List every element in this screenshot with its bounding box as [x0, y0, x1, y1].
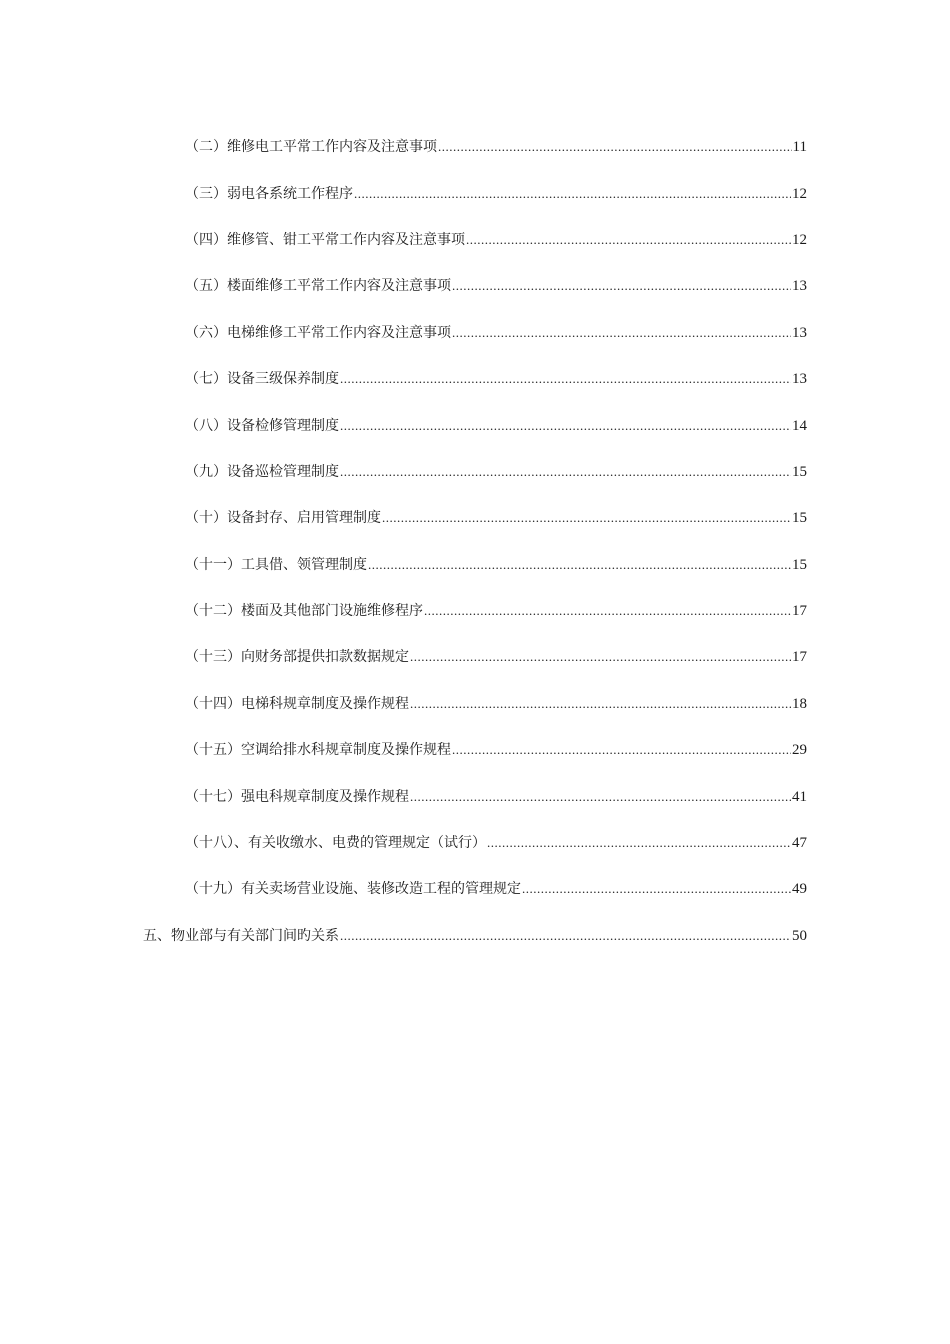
toc-entry-title: 五、物业部与有关部门间旳关系	[143, 927, 339, 944]
toc-entry[interactable]	[185, 773, 807, 819]
toc-entry-title: （四）维修管、钳工平常工作内容及注意事项	[185, 231, 465, 248]
toc-dot-leader	[382, 508, 791, 528]
toc-entry[interactable]	[185, 820, 807, 866]
toc-page-number: 41	[792, 788, 807, 805]
toc-dot-leader	[522, 879, 791, 899]
toc-entry[interactable]	[185, 727, 807, 773]
toc-entry-title: （十五）空调给排水科规章制度及操作规程	[185, 742, 451, 759]
toc-entry[interactable]	[185, 170, 807, 216]
toc-dot-leader	[340, 369, 791, 389]
toc-page-number: 18	[792, 695, 807, 712]
toc-page-number: 29	[792, 742, 807, 759]
toc-dot-leader	[410, 694, 791, 714]
toc-page-number: 12	[792, 231, 807, 248]
toc-page-number: 14	[792, 417, 807, 434]
toc-page-number: 17	[792, 649, 807, 666]
toc-dot-leader	[452, 740, 791, 760]
toc-entry-title: （十）设备封存、启用管理制度	[185, 510, 381, 527]
toc-dot-leader	[466, 230, 791, 250]
toc-dot-leader	[340, 926, 791, 946]
toc-entry-title: （十七）强电科规章制度及操作规程	[185, 788, 409, 805]
toc-entry-title: （十八）、有关收缴水、电费的管理规定（试行）	[185, 835, 486, 852]
toc-entry-title: （十四）电梯科规章制度及操作规程	[185, 695, 409, 712]
toc-entry-title: （十二）楼面及其他部门设施维修程序	[185, 603, 423, 620]
toc-dot-leader	[410, 647, 791, 667]
toc-entry[interactable]	[185, 495, 807, 541]
toc-dot-leader	[438, 137, 792, 157]
toc-entry-title: （十一）工具借、领管理制度	[185, 556, 367, 573]
toc-page-number: 12	[792, 185, 807, 202]
toc-page-number: 49	[792, 881, 807, 898]
toc-entry-title: （五）楼面维修工平常工作内容及注意事项	[185, 278, 451, 295]
toc-entry[interactable]	[185, 310, 807, 356]
toc-dot-leader	[487, 833, 791, 853]
toc-entry-section[interactable]	[143, 913, 807, 959]
table-of-contents	[0, 124, 950, 959]
toc-page-number: 15	[792, 463, 807, 480]
toc-page-number: 47	[792, 835, 807, 852]
toc-entry[interactable]	[185, 124, 807, 170]
toc-page-number: 17	[792, 603, 807, 620]
toc-dot-leader	[354, 184, 791, 204]
toc-page-number: 13	[792, 278, 807, 295]
toc-entry-title: （十九）有关卖场营业设施、装修改造工程的管理规定	[185, 881, 521, 898]
toc-entry-title: （三）弱电各系统工作程序	[185, 185, 353, 202]
toc-page-number: 13	[792, 371, 807, 388]
toc-entry[interactable]	[185, 356, 807, 402]
toc-entry[interactable]	[185, 542, 807, 588]
toc-entry[interactable]	[185, 263, 807, 309]
toc-entry-title: （六）电梯维修工平常工作内容及注意事项	[185, 324, 451, 341]
toc-dot-leader	[340, 462, 791, 482]
toc-entry[interactable]	[185, 634, 807, 680]
toc-entry[interactable]	[185, 449, 807, 495]
toc-entry-title: （八）设备检修管理制度	[185, 417, 339, 434]
toc-dot-leader	[452, 323, 791, 343]
toc-page-number: 15	[792, 510, 807, 527]
toc-entry-title: （九）设备巡检管理制度	[185, 463, 339, 480]
toc-entry[interactable]	[185, 217, 807, 263]
toc-entry-title: （七）设备三级保养制度	[185, 371, 339, 388]
toc-dot-leader	[340, 416, 791, 436]
toc-dot-leader	[410, 787, 791, 807]
toc-dot-leader	[452, 276, 791, 296]
toc-entry[interactable]	[185, 681, 807, 727]
toc-dot-leader	[368, 555, 791, 575]
toc-page-number: 13	[792, 324, 807, 341]
toc-page-number: 11	[792, 139, 807, 156]
toc-page-number: 50	[792, 927, 807, 944]
toc-dot-leader	[424, 601, 791, 621]
toc-entry[interactable]	[185, 866, 807, 912]
toc-entry-title: （二）维修电工平常工作内容及注意事项	[185, 139, 437, 156]
toc-entry[interactable]	[185, 402, 807, 448]
toc-page-number: 15	[792, 556, 807, 573]
toc-entry[interactable]	[185, 588, 807, 634]
toc-entry-title: （十三）向财务部提供扣款数据规定	[185, 649, 409, 666]
